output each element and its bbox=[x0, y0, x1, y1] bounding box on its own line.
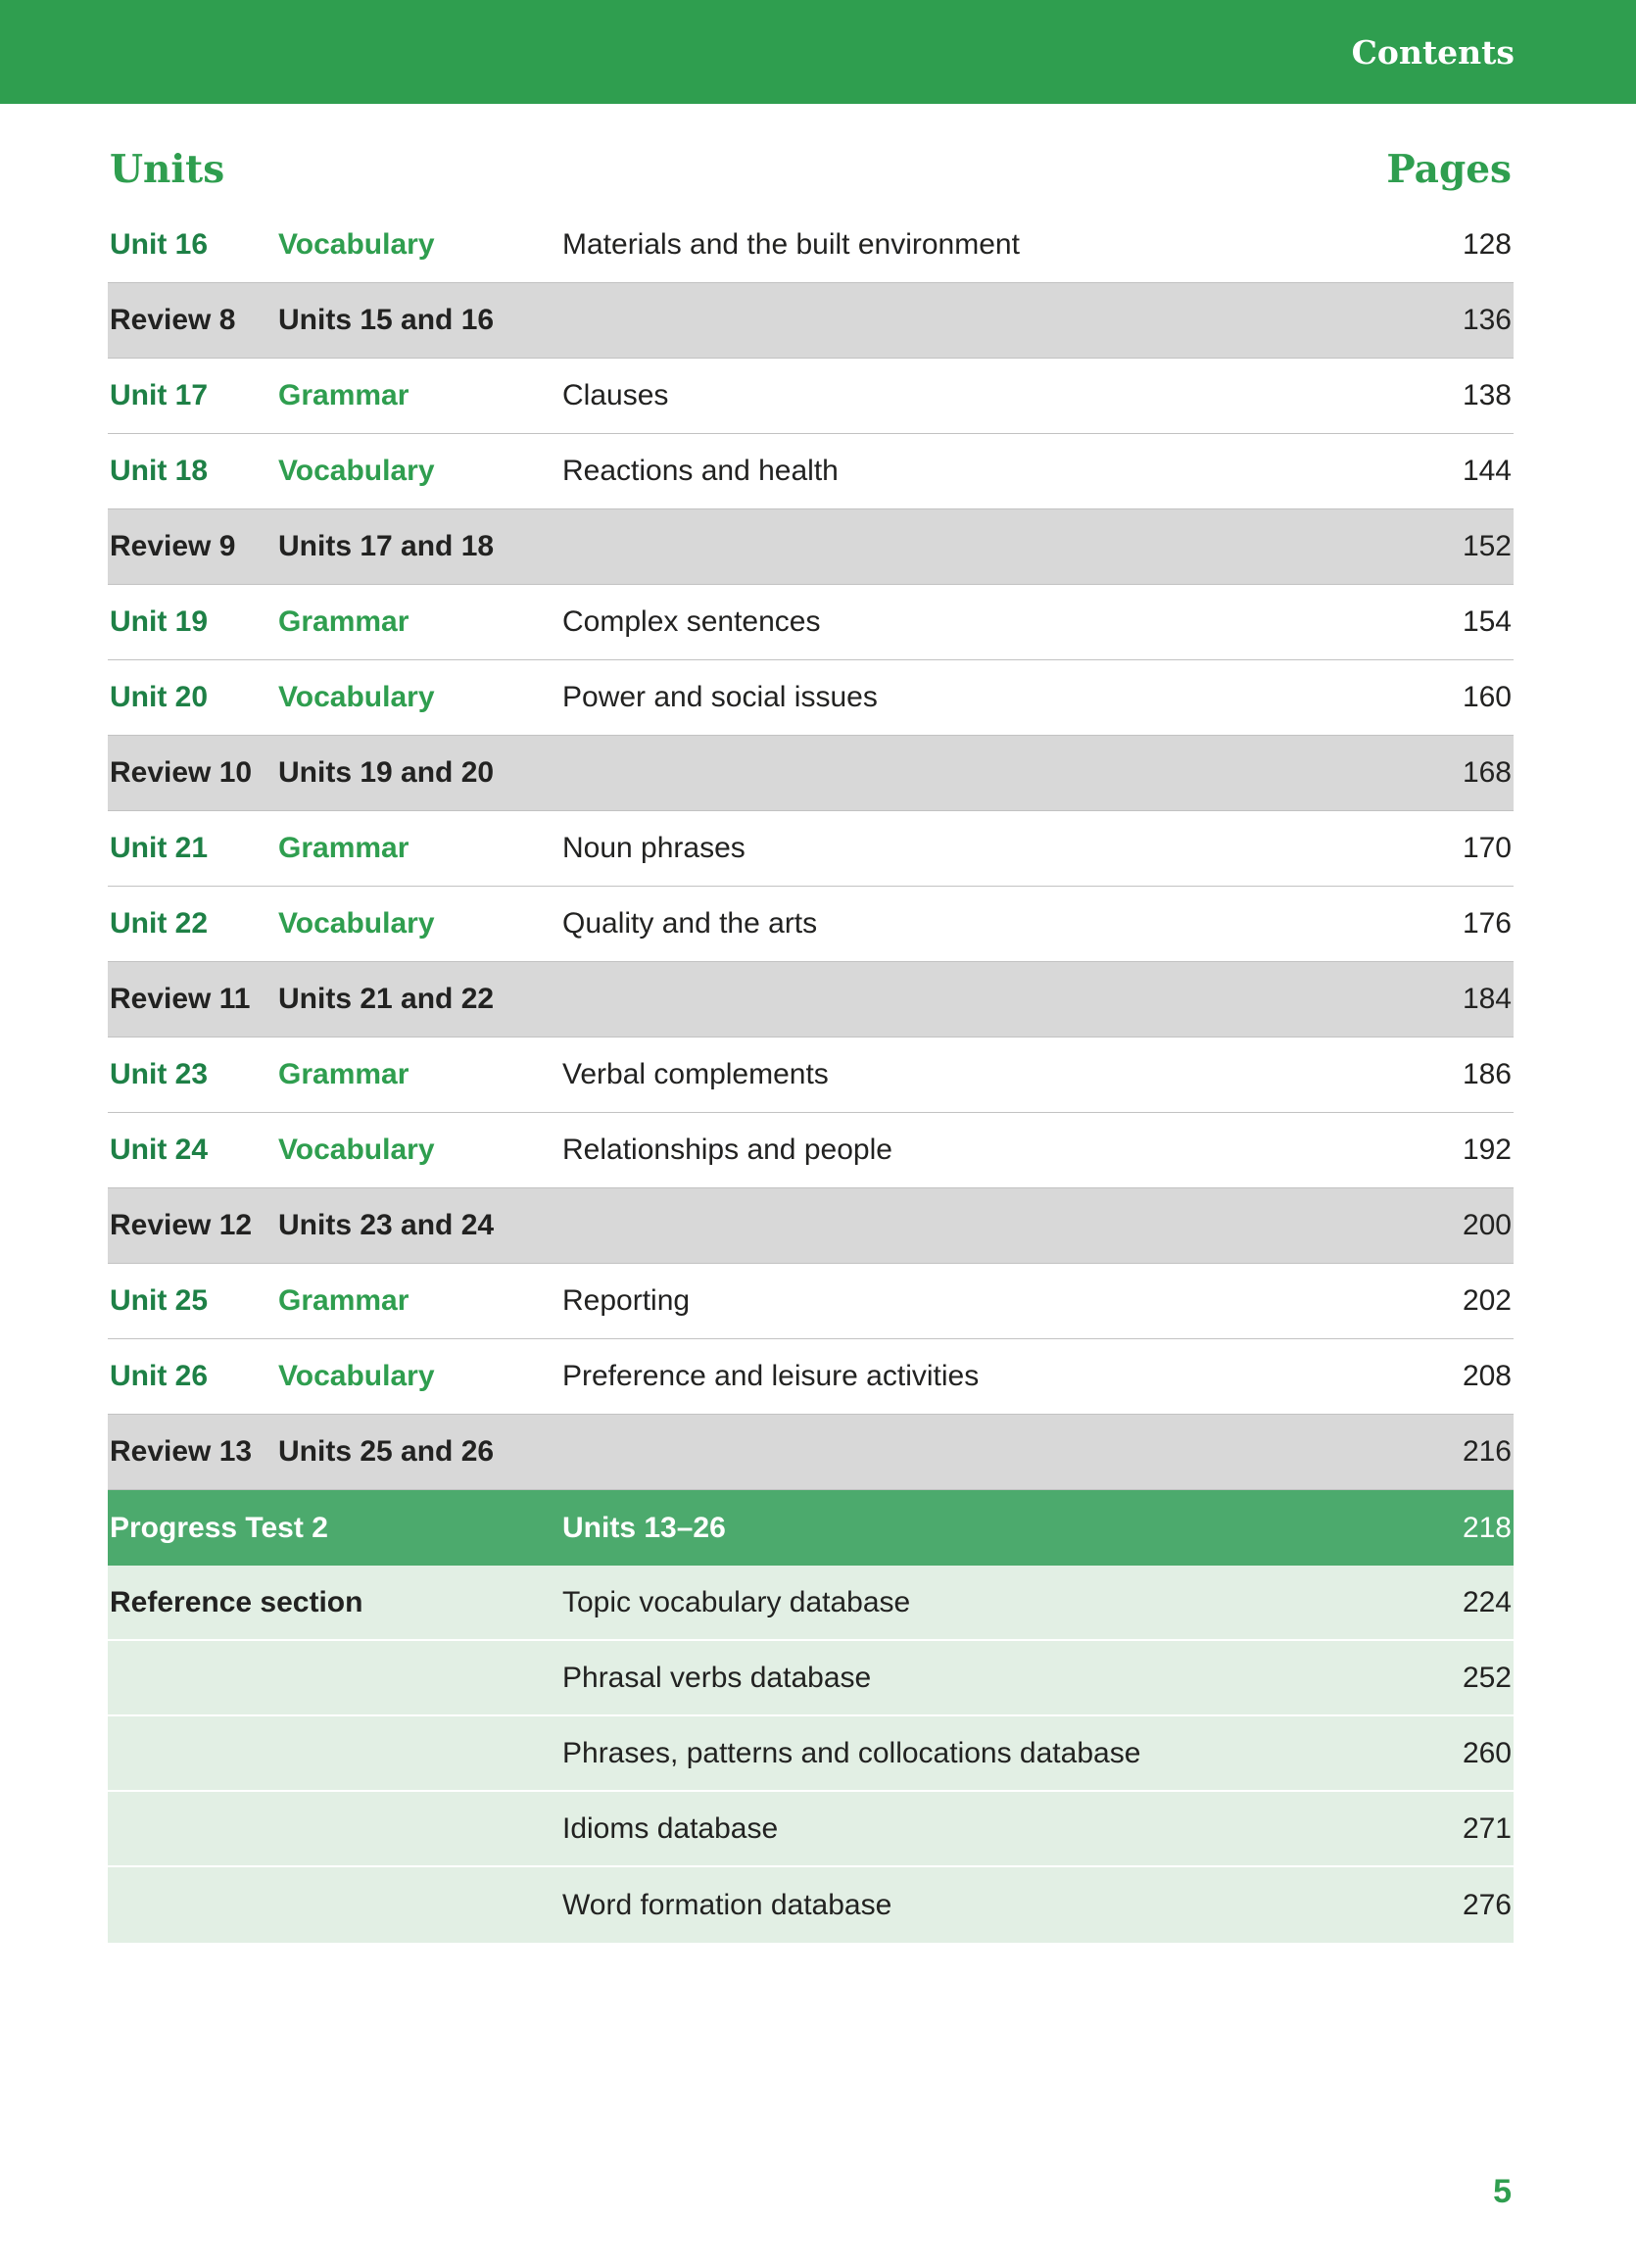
page-number: 5 bbox=[1493, 2173, 1512, 2210]
row-topic-title: Noun phrases bbox=[562, 832, 746, 864]
row-left-group bbox=[110, 1284, 562, 1318]
row-left-group bbox=[110, 832, 562, 865]
row-page-number: 224 bbox=[1462, 1585, 1512, 1618]
row-category-label: Vocabulary bbox=[278, 228, 435, 261]
row-topic-title: Preference and leisure activities bbox=[562, 1360, 980, 1392]
row-page-number: 138 bbox=[1462, 379, 1512, 411]
toc-table bbox=[108, 208, 1514, 1943]
row-left-group bbox=[110, 1435, 562, 1469]
row-unit-label: Reference section bbox=[110, 1585, 363, 1618]
row-topic-title: Reporting bbox=[562, 1284, 691, 1317]
toc-row bbox=[108, 359, 1514, 434]
row-topic-title: Idioms database bbox=[562, 1811, 779, 1845]
toc-row bbox=[108, 1792, 1514, 1867]
toc-row bbox=[108, 811, 1514, 887]
row-topic-title: Verbal complements bbox=[562, 1058, 829, 1090]
toc-row bbox=[108, 283, 1514, 359]
row-page-number: 186 bbox=[1462, 1058, 1512, 1090]
row-left-group bbox=[110, 379, 562, 412]
row-category-label: Vocabulary bbox=[278, 1134, 435, 1166]
row-unit-label: Review 9 bbox=[110, 530, 236, 562]
toc-row bbox=[108, 434, 1514, 509]
row-page-number: 202 bbox=[1462, 1284, 1512, 1317]
row-category-label: Grammar bbox=[278, 379, 409, 411]
row-page-number: 218 bbox=[1462, 1511, 1512, 1544]
toc-row bbox=[108, 1264, 1514, 1339]
row-page-number: 136 bbox=[1462, 304, 1512, 336]
row-page-number: 208 bbox=[1462, 1360, 1512, 1392]
toc-row bbox=[108, 1490, 1514, 1566]
row-page-number: 144 bbox=[1462, 455, 1512, 487]
row-unit-label: Unit 16 bbox=[110, 228, 209, 261]
row-unit-label: Review 13 bbox=[110, 1435, 253, 1468]
row-page-number: 192 bbox=[1462, 1134, 1512, 1166]
toc-row bbox=[108, 660, 1514, 736]
toc-row bbox=[108, 585, 1514, 660]
row-page-number: 152 bbox=[1462, 530, 1512, 562]
contents-body bbox=[0, 147, 1636, 1943]
row-unit-label: Progress Test 2 bbox=[110, 1511, 328, 1544]
row-topic-title: Phrasal verbs database bbox=[562, 1661, 872, 1694]
row-category-label: Units 21 and 22 bbox=[278, 983, 495, 1015]
row-category-label: Units 19 and 20 bbox=[278, 756, 495, 789]
row-left-group bbox=[110, 455, 562, 488]
row-page-number: 252 bbox=[1462, 1661, 1512, 1694]
row-category-label: Units 25 and 26 bbox=[278, 1435, 495, 1468]
row-unit-label: Unit 22 bbox=[110, 907, 209, 940]
toc-row bbox=[108, 1415, 1514, 1490]
row-unit-label: Unit 17 bbox=[110, 379, 209, 411]
toc-row bbox=[108, 1641, 1514, 1716]
row-page-number: 154 bbox=[1462, 605, 1512, 638]
row-category-label: Vocabulary bbox=[278, 681, 435, 713]
row-category-label: Grammar bbox=[278, 1058, 409, 1090]
row-unit-label: Unit 20 bbox=[110, 681, 209, 713]
row-topic-title: Clauses bbox=[562, 379, 669, 411]
row-category-label: Vocabulary bbox=[278, 907, 435, 940]
row-left-group bbox=[110, 907, 562, 941]
toc-row bbox=[108, 962, 1514, 1037]
row-left-group bbox=[110, 756, 562, 790]
row-page-number: 271 bbox=[1462, 1811, 1512, 1845]
row-topic-title: Topic vocabulary database bbox=[562, 1585, 911, 1618]
row-page-number: 128 bbox=[1462, 228, 1512, 261]
toc-row bbox=[108, 1566, 1514, 1641]
toc-row bbox=[108, 1037, 1514, 1113]
row-left-group bbox=[110, 1058, 562, 1091]
row-category-label: Units 17 and 18 bbox=[278, 530, 495, 562]
toc-row bbox=[108, 1339, 1514, 1415]
row-topic-title: Relationships and people bbox=[562, 1134, 892, 1166]
units-column-heading: Units bbox=[110, 147, 225, 192]
row-topic-title: Units 13–26 bbox=[562, 1511, 726, 1544]
row-page-number: 160 bbox=[1462, 681, 1512, 713]
header-bar bbox=[0, 0, 1636, 104]
row-left-group bbox=[110, 530, 562, 563]
page-title: Contents bbox=[1351, 32, 1515, 72]
row-left-group bbox=[110, 1134, 562, 1167]
row-page-number: 276 bbox=[1462, 1888, 1512, 1921]
row-unit-label: Unit 24 bbox=[110, 1134, 209, 1166]
row-topic-title: Phrases, patterns and collocations database bbox=[562, 1736, 1141, 1769]
toc-row bbox=[108, 1716, 1514, 1792]
row-unit-label: Unit 25 bbox=[110, 1284, 209, 1317]
toc-row bbox=[108, 208, 1514, 283]
toc-row bbox=[108, 509, 1514, 585]
toc-row bbox=[108, 1867, 1514, 1943]
row-page-number: 184 bbox=[1462, 983, 1512, 1015]
row-category-label: Grammar bbox=[278, 1284, 409, 1317]
row-page-number: 200 bbox=[1462, 1209, 1512, 1241]
row-page-number: 168 bbox=[1462, 756, 1512, 789]
toc-row bbox=[108, 887, 1514, 962]
row-category-label: Units 23 and 24 bbox=[278, 1209, 495, 1241]
row-unit-label: Unit 21 bbox=[110, 832, 209, 864]
row-left-group bbox=[110, 681, 562, 714]
row-topic-title: Materials and the built environment bbox=[562, 228, 1020, 261]
row-left-group bbox=[110, 228, 562, 262]
row-category-label: Vocabulary bbox=[278, 455, 435, 487]
row-unit-label: Unit 18 bbox=[110, 455, 209, 487]
row-page-number: 176 bbox=[1462, 907, 1512, 940]
row-topic-title: Word formation database bbox=[562, 1888, 892, 1921]
row-category-label: Units 15 and 16 bbox=[278, 304, 495, 336]
row-left-group bbox=[110, 1360, 562, 1393]
row-category-label: Vocabulary bbox=[278, 1360, 435, 1392]
row-unit-label: Unit 19 bbox=[110, 605, 209, 638]
row-topic-title: Quality and the arts bbox=[562, 907, 818, 940]
row-topic-title: Reactions and health bbox=[562, 455, 839, 487]
row-page-number: 260 bbox=[1462, 1736, 1512, 1769]
toc-row bbox=[108, 1113, 1514, 1188]
row-page-number: 216 bbox=[1462, 1435, 1512, 1468]
row-left-group bbox=[110, 304, 562, 337]
pages-column-heading: Pages bbox=[1386, 147, 1512, 192]
row-left-group bbox=[110, 983, 562, 1016]
row-category-label: Grammar bbox=[278, 605, 409, 638]
row-unit-label: Review 10 bbox=[110, 756, 253, 789]
row-topic-title: Power and social issues bbox=[562, 681, 878, 713]
row-unit-label: Unit 26 bbox=[110, 1360, 209, 1392]
row-unit-label: Unit 23 bbox=[110, 1058, 209, 1090]
row-page-number: 170 bbox=[1462, 832, 1512, 864]
column-headings bbox=[108, 147, 1514, 192]
toc-row bbox=[108, 736, 1514, 811]
toc-row bbox=[108, 1188, 1514, 1264]
row-left-group bbox=[110, 605, 562, 639]
row-left-group bbox=[110, 1209, 562, 1242]
row-topic-title: Complex sentences bbox=[562, 605, 821, 638]
row-unit-label: Review 11 bbox=[110, 983, 251, 1015]
row-unit-label: Review 8 bbox=[110, 304, 236, 336]
row-category-label: Grammar bbox=[278, 832, 409, 864]
row-unit-label: Review 12 bbox=[110, 1209, 253, 1241]
